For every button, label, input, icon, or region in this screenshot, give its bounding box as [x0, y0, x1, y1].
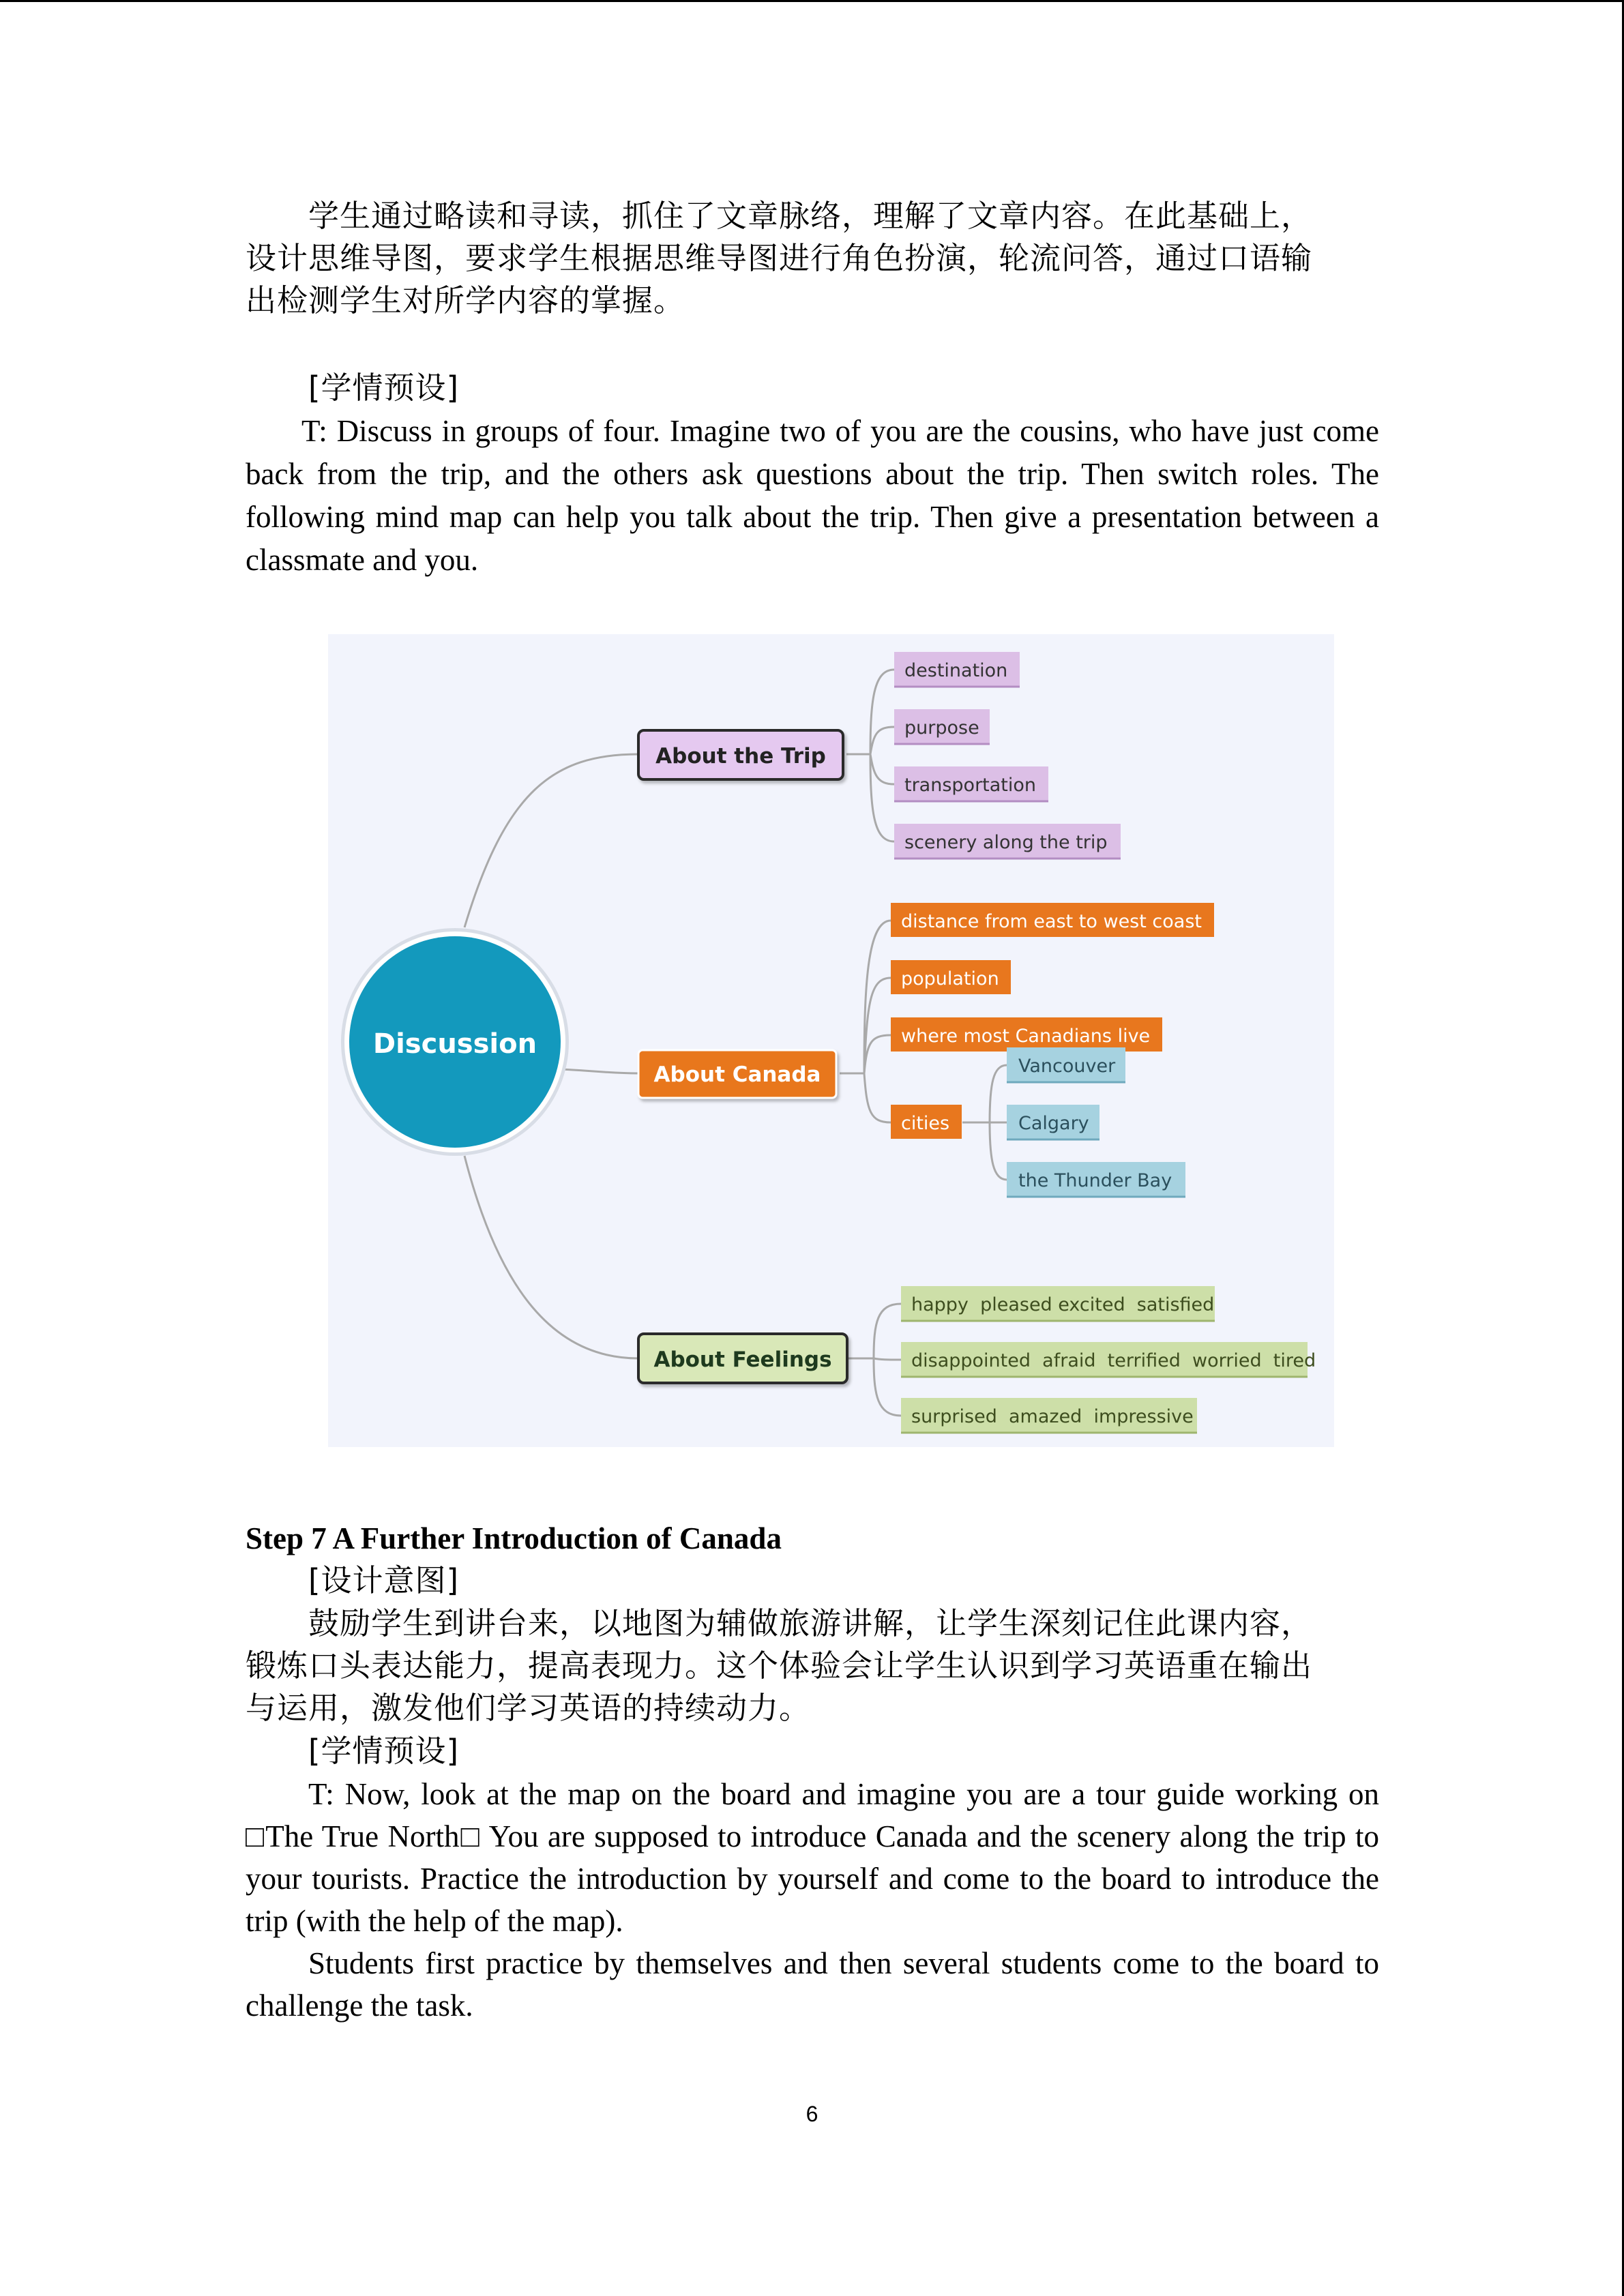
- trip-leaf-scenery-label: scenery along the trip: [904, 832, 1108, 853]
- tour-guide-instructions: T: Now, look at the map on the board and imagine you are a tour guide working on □The True North□ You are supposed to introduce Canada and the scenery along the trip to your tourists. Practice the introduction by yourself and come to the board to introduce the trip (with the help of the map).: [246, 1777, 1379, 1938]
- trip-leaf-transportation-label: transportation: [904, 775, 1037, 796]
- trip-branch-label: About the Trip: [655, 744, 826, 769]
- mind-map: [328, 634, 1334, 1447]
- intro-paragraph-line1: 学生通过略读和寻读，抓住了文章脉络，理解了文章内容。在此基础上，: [308, 198, 1313, 234]
- canada-leaf-cities-label: cities: [901, 1113, 950, 1134]
- canada-branch-label: About Canada: [653, 1062, 821, 1087]
- design-intent-label: [设计意图]: [308, 1562, 460, 1598]
- feeling-leaf-disappointed-label: disappointed afraid terrified worried tired: [911, 1350, 1316, 1371]
- feelings-branch-node: [638, 1334, 847, 1383]
- feeling-leaf-surprised-label: surprised amazed impressive: [911, 1406, 1194, 1427]
- canada-branch-node: [638, 1050, 836, 1098]
- city-leaf-calgary-label: Calgary: [1018, 1113, 1089, 1134]
- canada-leaf-population-label: population: [901, 968, 999, 989]
- situation-label-2: [学情预设]: [308, 1733, 460, 1769]
- design-paragraph-line3: 与运用，激发他们学习英语的持续动力。: [246, 1690, 811, 1726]
- students-practice-paragraph: Students first practice by themselves and then several students come to the board to challenge the task.: [246, 1946, 1379, 2023]
- situation-label-1: [学情预设]: [308, 370, 460, 406]
- trip-leaf-destination-label: destination: [904, 660, 1008, 681]
- city-leaf-thunder-bay-label: the Thunder Bay: [1018, 1170, 1172, 1191]
- center-label: Discussion: [372, 1028, 537, 1060]
- intro-paragraph-line3: 出检测学生对所学内容的掌握。: [246, 282, 685, 318]
- feelings-branch-label: About Feelings: [653, 1347, 832, 1372]
- discussion-center-node: [341, 928, 569, 1156]
- trip-leaf-purpose-label: purpose: [904, 717, 979, 739]
- discussion-instructions: T: Discuss in groups of four. Imagine two of you are the cousins, who have just come back from the trip, and the others ask questions about the trip. Then switch roles. The following mind map can help you talk about the trip. Then give a presentation between a classmate and you.: [246, 414, 1379, 577]
- design-paragraph-line1: 鼓励学生到讲台来，以地图为辅做旅游讲解，让学生深刻记住此课内容，: [308, 1605, 1313, 1641]
- design-paragraph-line2: 锻炼口头表达能力，提高表现力。这个体验会让学生认识到学习英语重在输出: [246, 1648, 1313, 1684]
- intro-paragraph-line2: 设计思维导图，要求学生根据思维导图进行角色扮演，轮流问答，通过口语输: [246, 240, 1313, 276]
- step7-heading: Step 7 A Further Introduction of Canada: [246, 1521, 782, 1555]
- city-leaf-vancouver-label: Vancouver: [1018, 1056, 1116, 1077]
- trip-branch-node: [638, 730, 843, 779]
- feeling-leaf-happy-label: happy pleased excited satisfied: [911, 1294, 1215, 1315]
- canada-leaf-where-live-label: where most Canadians live: [901, 1026, 1151, 1047]
- canada-leaf-distance-label: distance from east to west coast: [901, 911, 1202, 932]
- page-number: 6: [806, 2102, 818, 2126]
